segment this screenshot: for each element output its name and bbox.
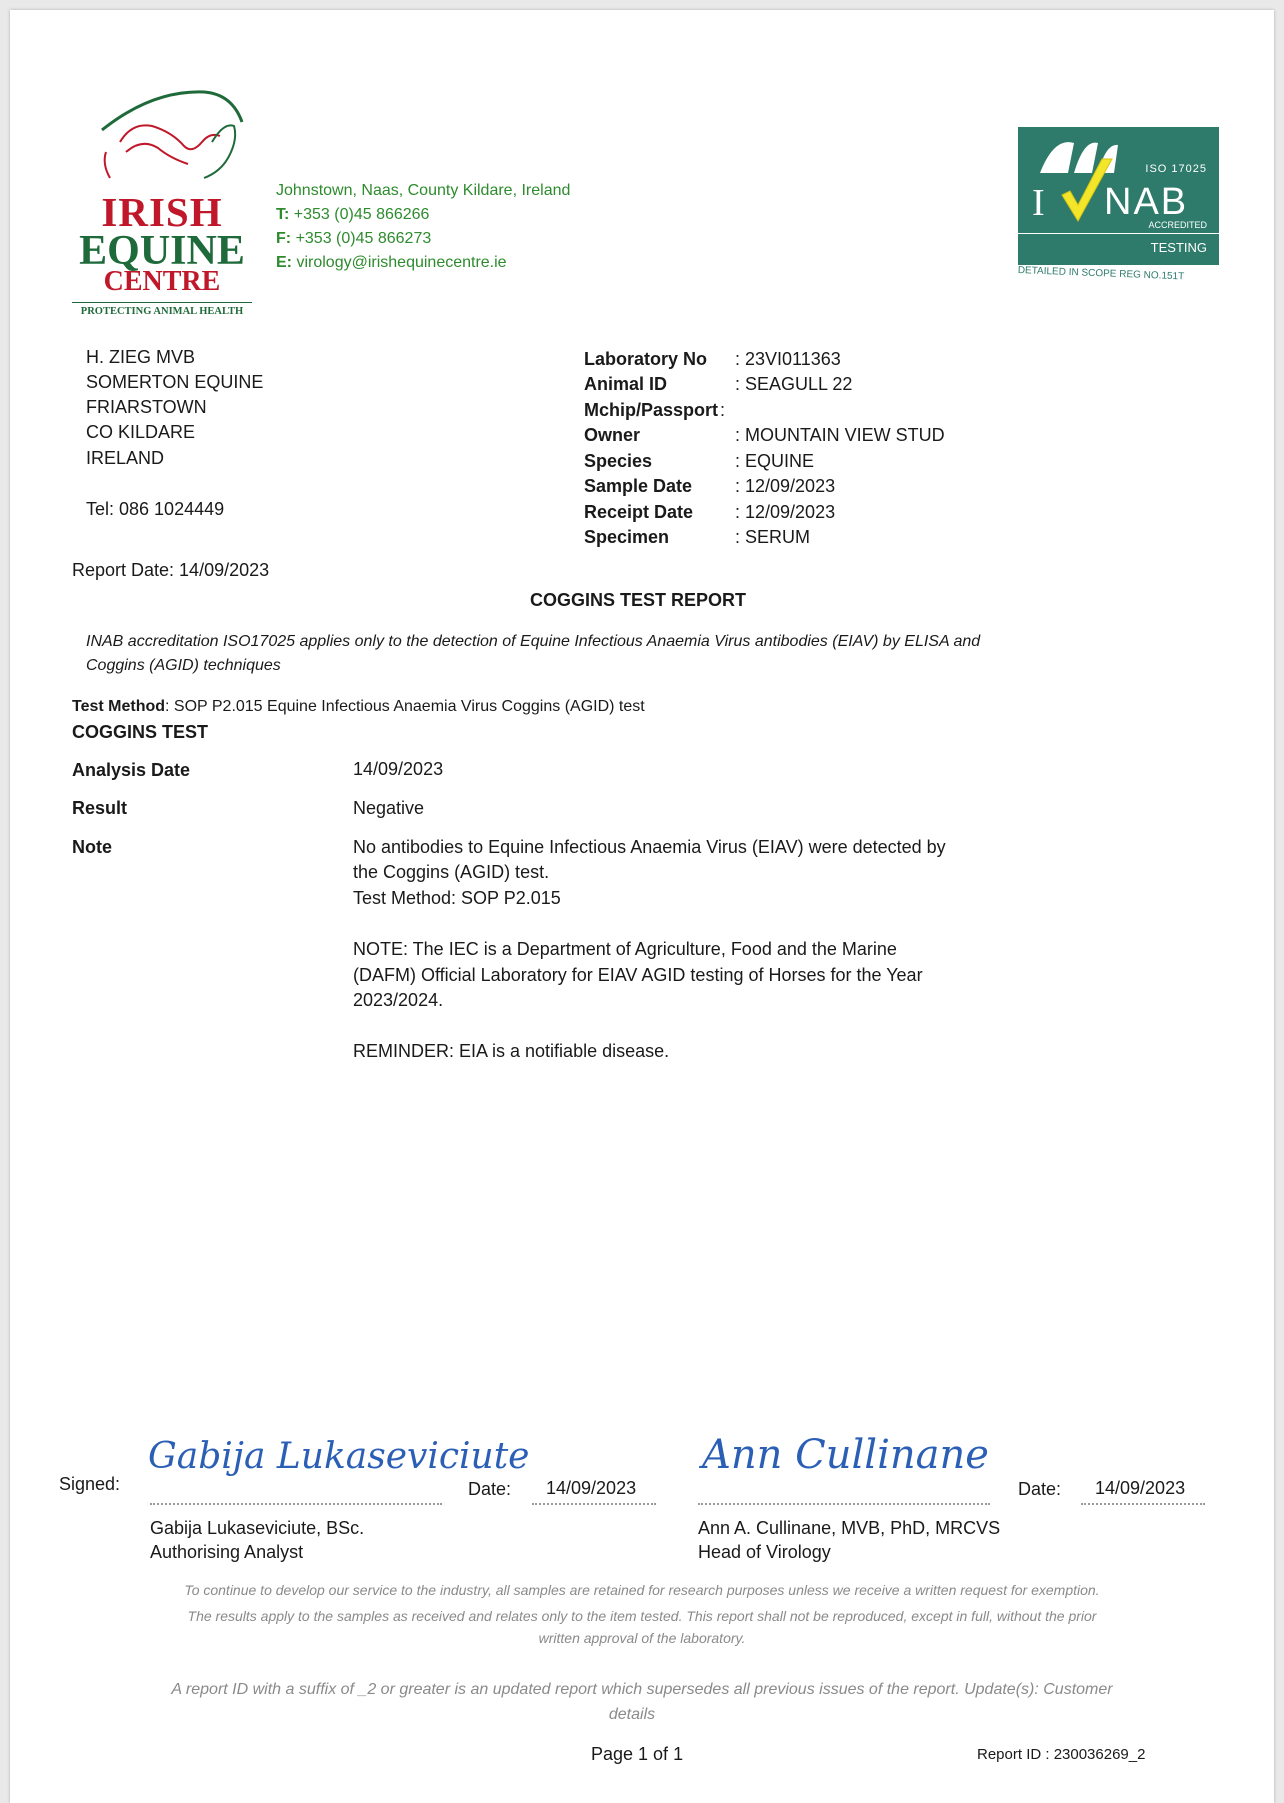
date-label-left: Date:: [468, 1479, 512, 1499]
signer-name-left: Gabija Lukaseviciute, BSc.: [150, 1518, 365, 1538]
receipt-date-value: : 12/09/2023: [735, 502, 836, 522]
inab-iso-label: ISO 17025: [1145, 163, 1207, 175]
section-title: COGGINS TEST: [72, 722, 209, 742]
signature-cullinane: Ann Cullinane: [702, 1432, 989, 1478]
inab-i-letter: I: [1032, 182, 1045, 224]
results-note-line: The results apply to the samples as received and relates only to the item tested. This report shall not be reproduced, except in full, without the prior: [187, 1608, 1097, 1624]
signature-line-right: [698, 1503, 990, 1505]
logo-tagline: PROTECTING ANIMAL HEALTH: [72, 302, 252, 317]
signature-gabija: Gabija Lukaseviciute: [148, 1436, 530, 1477]
mchip-passport-value: :: [720, 400, 726, 420]
sample-date-label: Sample Date: [584, 476, 693, 496]
sample-date-value: : 12/09/2023: [735, 476, 836, 496]
logo-text-irish: IRISH: [101, 189, 223, 235]
lab-email: E: virology@irishequinecentre.ie: [276, 254, 507, 271]
report-suffix-note-line: A report ID with a suffix of _2 or greater is an updated report which supersedes all previous issues of the report. Update(s): Customer: [171, 1681, 1113, 1698]
page-number: Page 1 of 1: [591, 1744, 684, 1764]
accreditation-note-line: INAB accreditation ISO17025 applies only to the detection of Equine Infectious Anaemia Virus antibodies (EIAV) by ELISA and: [86, 633, 981, 650]
inab-accredited-label: ACCREDITED: [1148, 220, 1207, 230]
date-line-left: [532, 1503, 656, 1505]
date-label-right: Date:: [1018, 1479, 1062, 1499]
inab-nab-letters: NAB: [1104, 181, 1189, 223]
recipient-line: FRIARSTOWN: [86, 397, 207, 417]
report-title: COGGINS TEST REPORT: [530, 590, 747, 610]
lab-phone: T: +353 (0)45 866266: [276, 206, 430, 223]
note-line: REMINDER: EIA is a notifiable disease.: [353, 1041, 670, 1061]
signature-line-left: [150, 1503, 442, 1505]
results-note-line: written approval of the laboratory.: [538, 1630, 746, 1646]
logo-text-equine: EQUINE: [79, 228, 245, 274]
retention-note: To continue to develop our service to the industry, all samples are retained for research purposes unless we receive a written request for exemption.: [184, 1582, 1100, 1598]
analysis-date-label: Analysis Date: [72, 760, 191, 780]
logo-text-centre: CENTRE: [103, 266, 221, 297]
recipient-line: SOMERTON EQUINE: [86, 372, 264, 392]
lab-address: Johnstown, Naas, County Kildare, Ireland: [276, 182, 571, 199]
receipt-date-label: Receipt Date: [584, 502, 694, 522]
analysis-date-value: 14/09/2023: [353, 759, 444, 779]
recipient-line: H. ZIEG MVB: [86, 347, 196, 367]
species-label: Species: [584, 451, 653, 471]
accreditation-note-line: Coggins (AGID) techniques: [86, 657, 281, 674]
inab-testing-label: TESTING: [1150, 240, 1207, 255]
result-label: Result: [72, 798, 128, 818]
recipient-line: CO KILDARE: [86, 422, 196, 442]
recipient-line: IRELAND: [86, 448, 165, 468]
date-value-left: 14/09/2023: [546, 1478, 637, 1498]
animal-id-value: : SEAGULL 22: [735, 374, 853, 394]
laboratory-no-value: : 23VI011363: [735, 349, 841, 369]
note-line: (DAFM) Official Laboratory for EIAV AGID testing of Horses for the Year: [353, 965, 923, 985]
report-id: Report ID : 230036269_2: [977, 1746, 1146, 1763]
date-value-right: 14/09/2023: [1095, 1478, 1186, 1498]
inab-scope-text: DETAILED IN SCOPE REG NO.151T: [1017, 265, 1185, 283]
owner-label: Owner: [584, 425, 641, 445]
signed-label: Signed:: [59, 1474, 121, 1494]
animal-id-label: Animal ID: [584, 374, 668, 394]
horse-outline-logo-icon: [92, 82, 252, 188]
owner-value: : MOUNTAIN VIEW STUD: [735, 425, 945, 445]
recipient-tel: Tel: 086 1024449: [86, 499, 225, 519]
specimen-label: Specimen: [584, 527, 670, 547]
test-method: Test Method: SOP P2.015 Equine Infectious Anaemia Virus Coggins (AGID) test: [72, 698, 645, 715]
mchip-passport-label: Mchip/Passport: [584, 400, 719, 420]
specimen-value: : SERUM: [735, 527, 811, 547]
species-value: : EQUINE: [735, 451, 815, 471]
result-value: Negative: [353, 798, 425, 818]
inab-accreditation-badge: [1018, 127, 1219, 265]
signer-role-right: Head of Virology: [698, 1542, 831, 1562]
report-suffix-note-line: details: [608, 1706, 656, 1723]
inab-divider: [1018, 233, 1219, 234]
report-date: Report Date: 14/09/2023: [72, 560, 270, 580]
note-line: No antibodies to Equine Infectious Anaemia Virus (EIAV) were detected by: [353, 837, 946, 857]
note-label: Note: [72, 837, 112, 857]
signer-name-right: Ann A. Cullinane, MVB, PhD, MRCVS: [698, 1518, 1001, 1538]
lab-fax: F: +353 (0)45 866273: [276, 230, 432, 247]
note-line: Test Method: SOP P2.015: [353, 888, 561, 908]
laboratory-no-label: Laboratory No: [584, 349, 708, 369]
date-line-right: [1081, 1503, 1205, 1505]
note-line: the Coggins (AGID) test.: [353, 862, 550, 882]
note-line: 2023/2024.: [353, 990, 444, 1010]
signer-role-left: Authorising Analyst: [150, 1542, 304, 1562]
note-line: NOTE: The IEC is a Department of Agriculture, Food and the Marine: [353, 939, 897, 959]
